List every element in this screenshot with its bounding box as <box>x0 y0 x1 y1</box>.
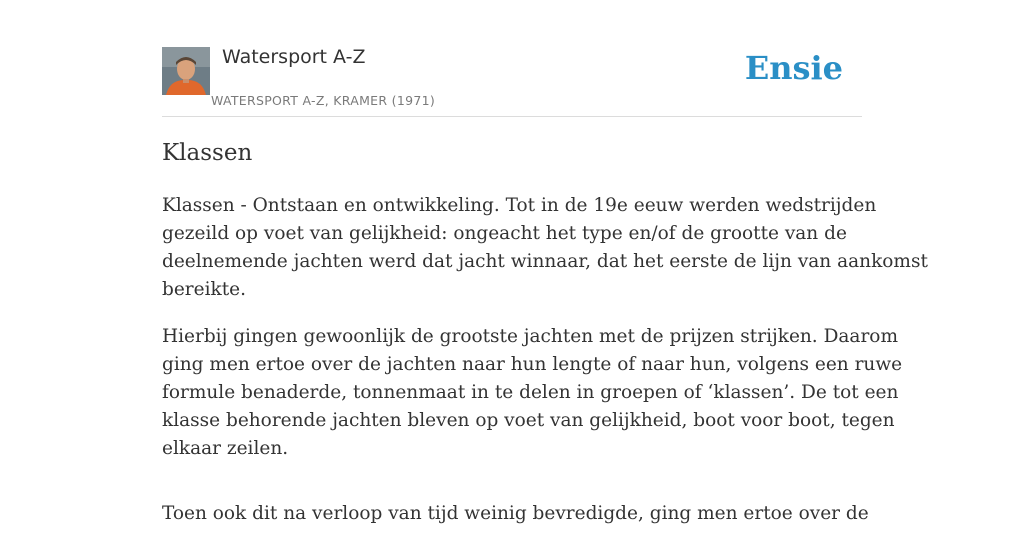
text-line: elkaar zeilen. <box>162 438 289 459</box>
text-line: klasse behorende jachten bleven op voet van gelijkheid, boot voor boot, tegen <box>162 410 895 431</box>
text-line: Klassen - Ontstaan en ontwikkeling. Tot in de 19e eeuw werden wedstrijden <box>162 195 877 216</box>
site-name[interactable]: Watersport A-Z <box>222 46 366 68</box>
article-body <box>162 192 928 547</box>
text-line: bereikte. <box>162 279 246 300</box>
avatar-portrait-icon <box>162 47 210 95</box>
article-title: Klassen <box>162 140 253 166</box>
text-line: ging men ertoe over de jachten naar hun lengte of naar hun, volgens een ruwe <box>162 354 903 375</box>
ensie-logo[interactable]: Ensie <box>744 49 843 87</box>
author-avatar[interactable] <box>162 47 210 95</box>
text-line: formule benaderde, tonnenmaat in te delen in groepen of ‘klassen’. De tot een <box>162 382 899 403</box>
text-line: Hierbij gingen gewoonlijk de grootste jachten met de prijzen strijken. Daarom <box>162 326 898 347</box>
text-line: Toen ook dit na verloop van tijd weinig bevredigde, ging men ertoe over de <box>162 503 869 524</box>
text-line: gezeild op voet van gelijkheid: ongeacht het type en/of de grootte van de <box>162 223 847 244</box>
paragraph <box>162 323 903 463</box>
text-line: deelnemende jachten werd dat jacht winnaar, dat het eerste de lijn van aankomst <box>162 251 928 272</box>
paragraph <box>162 500 882 528</box>
source-label[interactable]: WATERSPORT A-Z, KRAMER (1971) <box>211 93 436 108</box>
paragraph <box>162 192 928 304</box>
article-header <box>162 46 862 117</box>
